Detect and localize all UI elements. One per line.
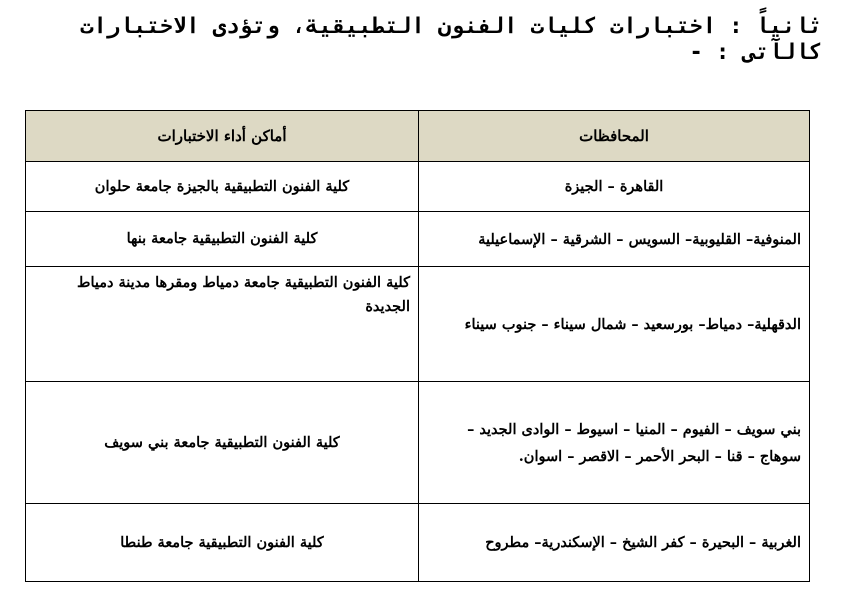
- governorates-cell: الغربية – البحيرة – كفر الشيخ – الإسكندرية– مطروح: [419, 504, 810, 582]
- location-cell: كلية الفنون التطبيقية جامعة بني سويف: [26, 382, 419, 504]
- section-heading: [30, 14, 822, 66]
- location-cell: كلية الفنون التطبيقية جامعة بنها: [26, 212, 419, 267]
- header-exam-locations: أماكن أداء الاختبارات: [26, 111, 419, 162]
- header-governorates: المحافظات: [419, 111, 810, 162]
- governorates-cell: بني سويف – الفيوم – المنيا – اسيوط – الوادى الجديد – سوهاج – قنا – البحر الأحمر – الاقصر – اسوان.: [419, 382, 810, 504]
- heading-line-2: كالآتى : -: [689, 40, 822, 65]
- location-cell: كلية الفنون التطبيقية بالجيزة جامعة حلوان: [26, 162, 419, 212]
- table-row: [26, 382, 810, 504]
- governorates-cell: المنوفية– القليوبية– السويس – الشرقية – الإسماعيلية: [419, 212, 810, 267]
- governorates-cell: القاهرة – الجيزة: [419, 162, 810, 212]
- location-cell: كلية الفنون التطبيقية جامعة دمياط ومقرها مدينة دمياط الجديدة: [26, 267, 419, 382]
- table-row: [26, 212, 810, 267]
- exam-locations-table: [25, 110, 810, 582]
- location-cell: كلية الفنون التطبيقية جامعة طنطا: [26, 504, 419, 582]
- heading-line-1: ثانياً : اختبارات كليات الفنون التطبيقية، وتؤدى الاختبارات: [80, 14, 822, 39]
- table-row: [26, 162, 810, 212]
- table-row: [26, 267, 810, 382]
- governorates-cell: الدقهلية– دمياط– بورسعيد – شمال سيناء – جنوب سيناء: [419, 267, 810, 382]
- table-header-row: [26, 111, 810, 162]
- table-row: [26, 504, 810, 582]
